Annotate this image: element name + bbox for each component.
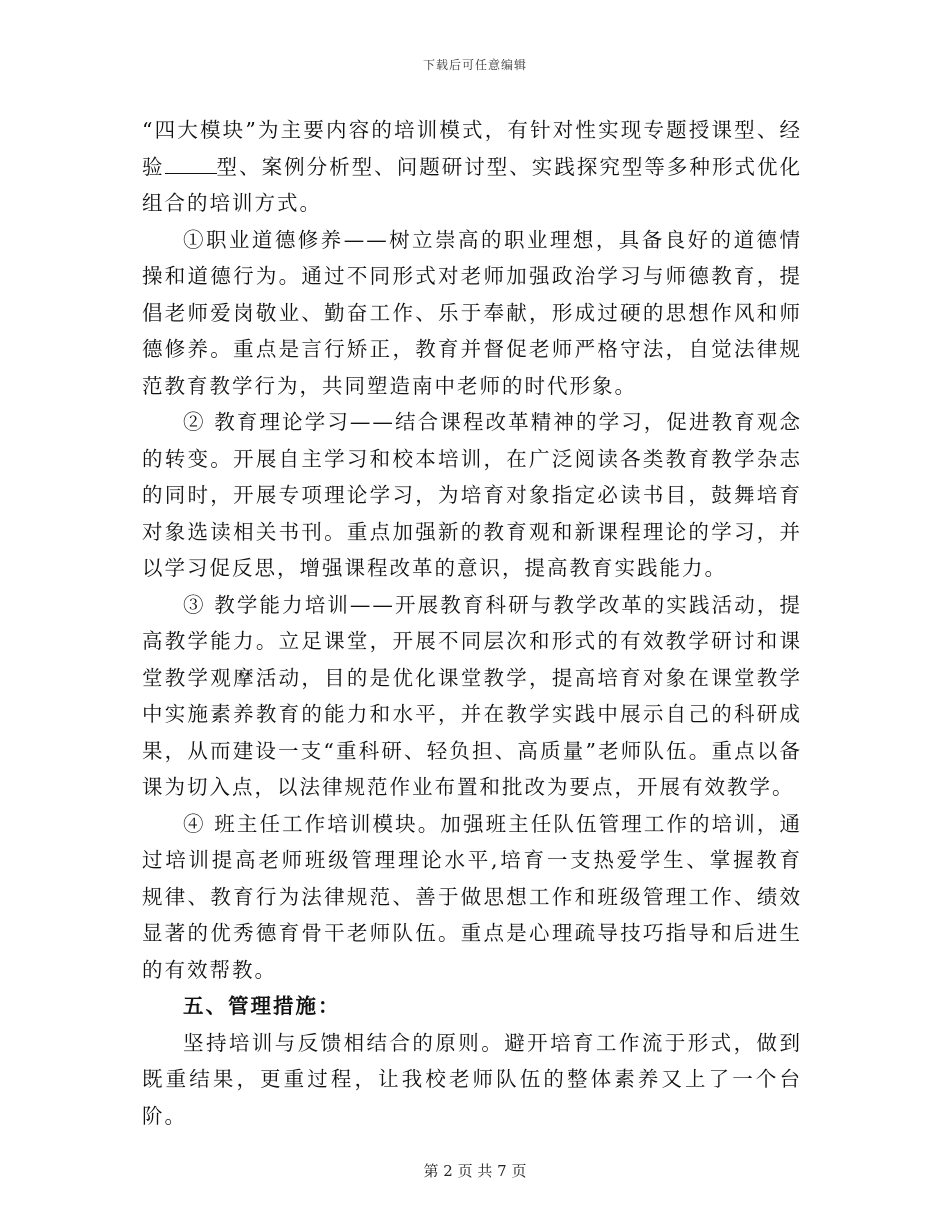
paragraph-text: “四大模块”为主要内容的培训模式，有针对性实现专题授课型、经验 [142, 118, 802, 179]
paragraph-teaching-ability: ③ 教学能力培训——开展教育科研与教学改革的实践活动，提高教学能力。立足课堂，开展不同层次和形式的有效教学研讨和课堂教学观摩活动，目的是优化课堂教学，提高培育对象在课堂教学中实施素养教育的能力和水平，并在教学实践中展示自己的科研成果，从而建设一支“重科研、轻负担、高质量”老师队伍。重点以备课为切入点，以法律规范作业布置和批改为要点，开展有效教学。 [142, 592, 802, 799]
page-number: 第 2 页 共 7 页 [423, 1162, 527, 1180]
paragraph-education-theory: ② 教育理论学习——结合课程改革精神的学习，促进教育观念的转变。开展自主学习和校本培训，在广泛阅读各类教育教学杂志的同时，开展专项理论学习，为培育对象指定必读书目，鼓舞培育对象选读相关书刊。重点加强新的教育观和新课程理论的学习，并以学习促反思，增强课程改革的意识，提高教育实践能力。 [142, 410, 802, 580]
paragraph-text: 型、案例分析型、问题研讨型、实践探究型等多种形式优化组合的培训方式。 [142, 154, 803, 215]
paragraph-management-measures: 坚持培训与反馈相结合的原则。避开培育工作流于形式，做到既重结果，更重过程，让我校老师队伍的整体素养又上了一个台阶。 [142, 1030, 802, 1128]
fill-in-blank [165, 155, 217, 174]
header-note: 下载后可任意编辑 [422, 58, 527, 72]
paragraph-class-teacher-training: ④ 班主任工作培训模块。加强班主任队伍管理工作的培训，通过培训提高老师班级管理理论水平,培育一支热爱学生、掌握教育规律、教育行为法律规范、善于做思想工作和班级管理工作、绩效显著的优秀德育骨干老师队伍。重点是心理疏导技巧指导和后进生的有效帮教。 [142, 811, 802, 982]
paragraph-training-mode [142, 112, 802, 222]
section-heading-management: 五、管理措施： [183, 994, 341, 1018]
document-body [142, 112, 802, 1134]
paragraph-professional-ethics: ①职业道德修养——树立崇高的职业理想，具备良好的道德情操和道德行为。通过不同形式对老师加强政治学习与师德教育，提倡老师爱岗敬业、勤奋工作、乐于奉献，形成过硬的思想作风和师德修养。重点是言行矫正，教育并督促老师严格守法，自觉法律规范教育教学行为，共同塑造南中老师的时代形象。 [142, 227, 802, 398]
